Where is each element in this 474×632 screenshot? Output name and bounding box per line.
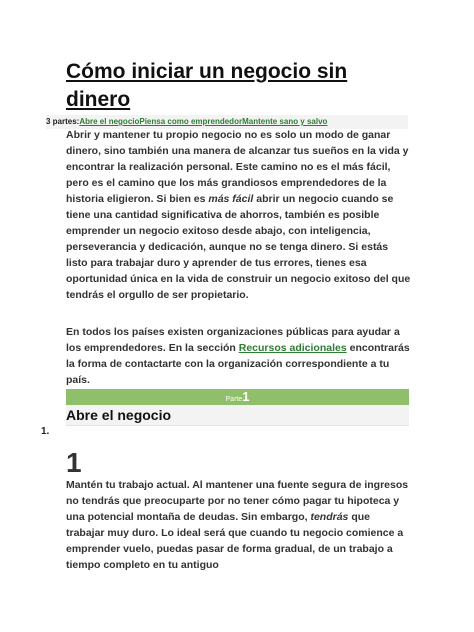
part-link-2[interactable]: Piensa como emprendedor	[139, 117, 243, 126]
part-banner	[66, 389, 409, 405]
intro-emphasis: más fácil	[208, 193, 254, 205]
step-emphasis: tendrás	[310, 511, 349, 523]
intro-text-2: abrir un negocio cuando se tiene una cantidad significativa de ahorros, también es posible emprender un negocio exitoso desde abajo, con inteligencia, perseverancia y dedicación, aunque no se tenga dinero. Si estás listo para trabajar duro y aprender de tus errores, tienes esa oportunidad única en la vida de construir un negocio exitoso del que tendrás el orgullo de ser propietario.	[66, 193, 411, 301]
step-number: 1	[66, 447, 82, 478]
resources-link[interactable]: Recursos adicionales	[238, 342, 347, 354]
intro-text-1: Abrir y mantener tu propio negocio no es solo un modo de ganar dinero, sino también una manera de alcanzar tus sueños en la vida y encontrar la realización personal. Este camino no es el más fácil, pero es el camino que los más grandiosos emprendedores de la historia eligieron. Si bien es	[66, 129, 409, 205]
part-number: 1	[242, 389, 250, 404]
orgs-text-1: En todos los países existen organizaciones públicas para ayudar a los emprendedores. En la sección	[66, 326, 400, 354]
part-label: Parte	[225, 396, 243, 403]
intro-paragraph	[66, 127, 411, 303]
orgs-text-2: encontrarás la forma de contactarte con la organización correspondiente a tu país.	[66, 342, 410, 386]
parts-prefix: 3 partes:	[46, 117, 80, 126]
step-text-2: que trabajar muy duro. Lo ideal será que cuando tu negocio comience a emprender vuelo, puedas pasar de forma gradual, de un trabajo a tiempo completo en tu antiguo	[66, 511, 404, 571]
part-link-3[interactable]: Mantente sano y salvo	[242, 117, 328, 126]
organizations-paragraph	[66, 324, 411, 388]
step-text-1: Mantén tu trabajo actual. Al mantener una fuente segura de ingresos no tendrás que preocuparte por no tener cómo pagar tu hipoteca y una potencial montaña de deudas. Sin embargo,	[66, 479, 409, 523]
list-marker: 1.	[41, 426, 50, 437]
part-heading: Abre el negocio	[66, 405, 409, 426]
part-link-1[interactable]: Abre el negocio	[79, 117, 140, 126]
article-title: Cómo iniciar un negocio sin dinero	[66, 60, 348, 111]
step-paragraph	[66, 477, 411, 573]
